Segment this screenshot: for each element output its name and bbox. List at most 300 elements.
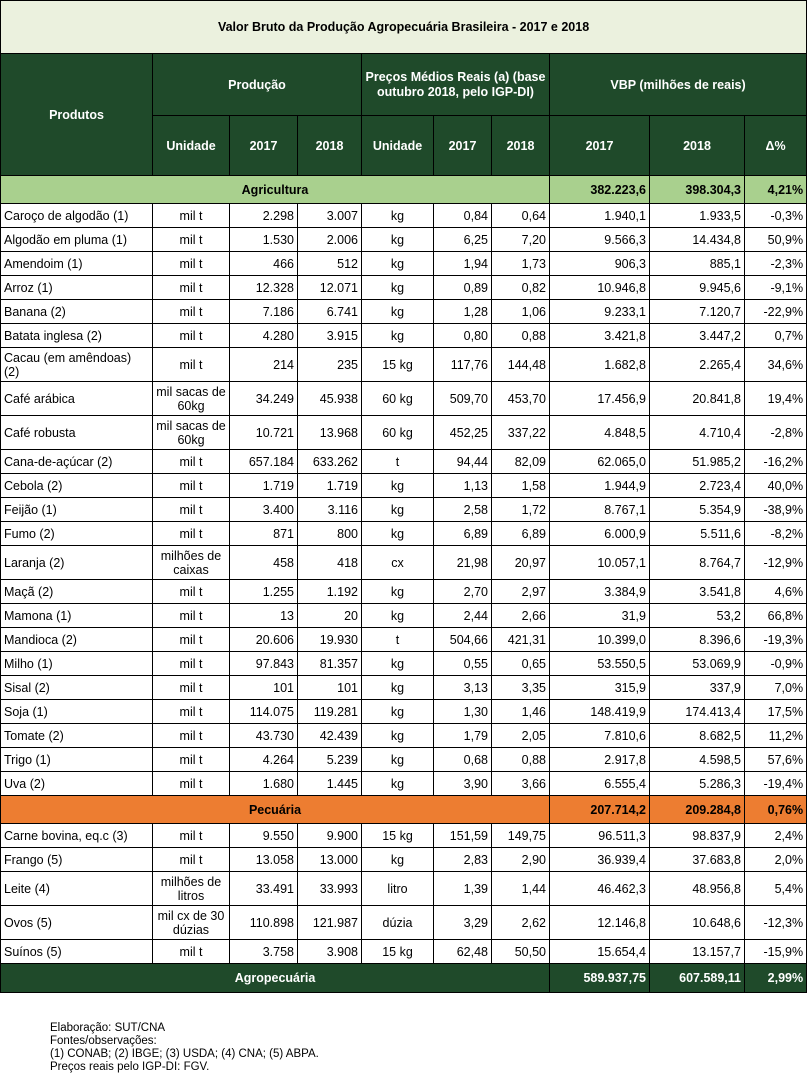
price-2017: 1,79 <box>434 724 492 748</box>
vbp-delta: -9,1% <box>745 276 807 300</box>
table-row <box>1 546 807 580</box>
production-2018: 33.993 <box>298 872 362 906</box>
vbp-2018: 10.648,6 <box>650 906 745 940</box>
table-row <box>1 628 807 652</box>
vbp-2018: 8.764,7 <box>650 546 745 580</box>
note-sources-list: (1) CONAB; (2) IBGE; (3) USDA; (4) CNA; (5) ABPA. <box>50 1048 319 1060</box>
table-row <box>1 382 807 416</box>
total-section-label: Agropecuária <box>1 964 550 993</box>
vbp-2017: 4.848,5 <box>550 416 650 450</box>
price-2017: 6,89 <box>434 522 492 546</box>
pecuaria-vbp-2018: 209.284,8 <box>650 796 745 824</box>
vbp-2018: 13.157,7 <box>650 940 745 964</box>
agricultura-delta: 4,21% <box>745 176 807 204</box>
header-precos-2018: 2018 <box>492 116 550 176</box>
price-2017: 2,70 <box>434 580 492 604</box>
vbp-2017: 10.399,0 <box>550 628 650 652</box>
production-2017: 466 <box>230 252 298 276</box>
price-2018: 3,66 <box>492 772 550 796</box>
vbp-2017: 12.146,8 <box>550 906 650 940</box>
price-2018: 3,35 <box>492 676 550 700</box>
vbp-2017: 8.767,1 <box>550 498 650 522</box>
price-2018: 421,31 <box>492 628 550 652</box>
title-row <box>1 1 807 54</box>
price-unit: litro <box>362 872 434 906</box>
production-2018: 9.900 <box>298 824 362 848</box>
header-produtos: Produtos <box>1 54 153 176</box>
vbp-2018: 4.710,4 <box>650 416 745 450</box>
total-delta: 2,99% <box>745 964 807 993</box>
product-name: Uva (2) <box>1 772 153 796</box>
vbp-delta: 2,0% <box>745 848 807 872</box>
price-unit: t <box>362 450 434 474</box>
vbp-2018: 5.354,9 <box>650 498 745 522</box>
pecuaria-section-label: Pecuária <box>1 796 550 824</box>
price-2017: 0,80 <box>434 324 492 348</box>
vbp-delta: 5,4% <box>745 872 807 906</box>
production-2018: 119.281 <box>298 700 362 724</box>
production-unit: mil t <box>153 676 230 700</box>
production-unit: mil t <box>153 450 230 474</box>
product-name: Mandioca (2) <box>1 628 153 652</box>
table-row <box>1 872 807 906</box>
production-unit: mil sacas de 60kg <box>153 382 230 416</box>
table-row <box>1 906 807 940</box>
vbp-delta: -0,3% <box>745 204 807 228</box>
vbp-delta: -19,4% <box>745 772 807 796</box>
vbp-2017: 15.654,4 <box>550 940 650 964</box>
note-fontes: Fontes/observações: <box>50 1035 157 1047</box>
vbp-2017: 46.462,3 <box>550 872 650 906</box>
table-row <box>1 848 807 872</box>
production-2017: 20.606 <box>230 628 298 652</box>
price-2018: 0,82 <box>492 276 550 300</box>
price-unit: kg <box>362 252 434 276</box>
vbp-2018: 3.541,8 <box>650 580 745 604</box>
production-2018: 800 <box>298 522 362 546</box>
price-unit: t <box>362 628 434 652</box>
vbp-2017: 3.384,9 <box>550 580 650 604</box>
product-name: Carne bovina, eq.c (3) <box>1 824 153 848</box>
price-2017: 1,28 <box>434 300 492 324</box>
price-2018: 0,88 <box>492 324 550 348</box>
production-unit: mil t <box>153 724 230 748</box>
vbp-delta: 4,6% <box>745 580 807 604</box>
production-unit: mil t <box>153 824 230 848</box>
vbp-2018: 1.933,5 <box>650 204 745 228</box>
production-2017: 101 <box>230 676 298 700</box>
header-producao-2018: 2018 <box>298 116 362 176</box>
production-unit: milhões de caixas <box>153 546 230 580</box>
price-2018: 1,46 <box>492 700 550 724</box>
production-2018: 1.192 <box>298 580 362 604</box>
product-name: Laranja (2) <box>1 546 153 580</box>
price-2017: 1,39 <box>434 872 492 906</box>
vbp-delta: -19,3% <box>745 628 807 652</box>
production-2017: 1.255 <box>230 580 298 604</box>
price-unit: kg <box>362 522 434 546</box>
product-name: Mamona (1) <box>1 604 153 628</box>
vbp-2018: 8.396,6 <box>650 628 745 652</box>
production-unit: mil t <box>153 772 230 796</box>
agricultura-section-label: Agricultura <box>1 176 550 204</box>
price-2017: 2,83 <box>434 848 492 872</box>
vbp-2017: 53.550,5 <box>550 652 650 676</box>
price-2017: 3,13 <box>434 676 492 700</box>
pecuaria-section-row <box>1 796 807 824</box>
production-2018: 3.116 <box>298 498 362 522</box>
total-section-row <box>1 964 807 993</box>
vbp-2017: 1.944,9 <box>550 474 650 498</box>
production-2018: 20 <box>298 604 362 628</box>
table-row <box>1 522 807 546</box>
vbp-delta: 34,6% <box>745 348 807 382</box>
price-unit: kg <box>362 724 434 748</box>
production-unit: mil t <box>153 700 230 724</box>
production-unit: mil t <box>153 522 230 546</box>
pecuaria-vbp-2017: 207.714,2 <box>550 796 650 824</box>
vbp-2018: 885,1 <box>650 252 745 276</box>
price-2017: 3,90 <box>434 772 492 796</box>
vbp-2018: 20.841,8 <box>650 382 745 416</box>
vbp-delta: -12,9% <box>745 546 807 580</box>
header-producao: Produção <box>153 54 362 116</box>
vbp-delta: -2,8% <box>745 416 807 450</box>
vbp-2018: 337,9 <box>650 676 745 700</box>
vbp-2017: 1.940,1 <box>550 204 650 228</box>
production-2017: 97.843 <box>230 652 298 676</box>
vbp-2017: 2.917,8 <box>550 748 650 772</box>
production-2017: 43.730 <box>230 724 298 748</box>
price-2017: 1,30 <box>434 700 492 724</box>
price-2018: 0,65 <box>492 652 550 676</box>
price-2018: 50,50 <box>492 940 550 964</box>
vbp-2018: 53,2 <box>650 604 745 628</box>
price-2017: 0,84 <box>434 204 492 228</box>
production-2018: 12.071 <box>298 276 362 300</box>
product-name: Sisal (2) <box>1 676 153 700</box>
price-2017: 0,55 <box>434 652 492 676</box>
header-precos: Preços Médios Reais (a) (base outubro 2018, pelo IGP-DI) <box>362 54 550 116</box>
vbp-2018: 37.683,8 <box>650 848 745 872</box>
production-unit: mil t <box>153 348 230 382</box>
table-row <box>1 676 807 700</box>
price-2018: 7,20 <box>492 228 550 252</box>
production-2018: 3.908 <box>298 940 362 964</box>
vbp-delta: -0,9% <box>745 652 807 676</box>
production-2017: 4.280 <box>230 324 298 348</box>
vbp-delta: 0,7% <box>745 324 807 348</box>
vbp-delta: 7,0% <box>745 676 807 700</box>
price-2018: 2,62 <box>492 906 550 940</box>
production-2018: 1.445 <box>298 772 362 796</box>
price-unit: kg <box>362 276 434 300</box>
product-name: Amendoim (1) <box>1 252 153 276</box>
price-unit: kg <box>362 580 434 604</box>
production-unit: milhões de litros <box>153 872 230 906</box>
production-2018: 81.357 <box>298 652 362 676</box>
vbp-2017: 10.946,8 <box>550 276 650 300</box>
vbp-delta: -15,9% <box>745 940 807 964</box>
product-name: Feijão (1) <box>1 498 153 522</box>
product-name: Café arábica <box>1 382 153 416</box>
vbp-2017: 36.939,4 <box>550 848 650 872</box>
price-2018: 82,09 <box>492 450 550 474</box>
production-unit: mil t <box>153 940 230 964</box>
vbp-delta: -38,9% <box>745 498 807 522</box>
vbp-2018: 98.837,9 <box>650 824 745 848</box>
price-unit: kg <box>362 700 434 724</box>
price-2018: 1,44 <box>492 872 550 906</box>
price-2017: 2,58 <box>434 498 492 522</box>
price-unit: 15 kg <box>362 824 434 848</box>
vbp-2018: 8.682,5 <box>650 724 745 748</box>
production-unit: mil t <box>153 848 230 872</box>
production-unit: mil sacas de 60kg <box>153 416 230 450</box>
production-2017: 871 <box>230 522 298 546</box>
production-unit: mil t <box>153 204 230 228</box>
production-2017: 110.898 <box>230 906 298 940</box>
vbp-2018: 51.985,2 <box>650 450 745 474</box>
price-unit: dúzia <box>362 906 434 940</box>
production-2017: 9.550 <box>230 824 298 848</box>
production-unit: mil t <box>153 748 230 772</box>
table-row <box>1 652 807 676</box>
price-2018: 1,73 <box>492 252 550 276</box>
price-unit: kg <box>362 324 434 348</box>
production-unit: mil t <box>153 604 230 628</box>
product-name: Batata inglesa (2) <box>1 324 153 348</box>
price-2017: 509,70 <box>434 382 492 416</box>
production-2017: 657.184 <box>230 450 298 474</box>
production-unit: mil t <box>153 628 230 652</box>
table-row <box>1 348 807 382</box>
table-row <box>1 824 807 848</box>
agricultura-vbp-2017: 382.223,6 <box>550 176 650 204</box>
production-2017: 114.075 <box>230 700 298 724</box>
price-2017: 1,13 <box>434 474 492 498</box>
table-row <box>1 580 807 604</box>
production-2018: 42.439 <box>298 724 362 748</box>
price-2018: 20,97 <box>492 546 550 580</box>
product-name: Milho (1) <box>1 652 153 676</box>
production-2017: 10.721 <box>230 416 298 450</box>
production-2017: 33.491 <box>230 872 298 906</box>
price-2017: 0,68 <box>434 748 492 772</box>
vbp-2018: 48.956,8 <box>650 872 745 906</box>
table-row <box>1 276 807 300</box>
vbp-delta: 66,8% <box>745 604 807 628</box>
vbp-2017: 96.511,3 <box>550 824 650 848</box>
production-2017: 458 <box>230 546 298 580</box>
production-2018: 3.915 <box>298 324 362 348</box>
vbp-delta: -2,3% <box>745 252 807 276</box>
vbp-delta: 40,0% <box>745 474 807 498</box>
product-name: Suínos (5) <box>1 940 153 964</box>
vbp-2017: 6.555,4 <box>550 772 650 796</box>
price-2018: 0,88 <box>492 748 550 772</box>
production-unit: mil t <box>153 498 230 522</box>
price-unit: 15 kg <box>362 940 434 964</box>
table-row <box>1 204 807 228</box>
total-vbp-2018: 607.589,11 <box>650 964 745 993</box>
vbp-delta: 50,9% <box>745 228 807 252</box>
vbp-2017: 62.065,0 <box>550 450 650 474</box>
total-vbp-2017: 589.937,75 <box>550 964 650 993</box>
price-2017: 0,89 <box>434 276 492 300</box>
vbp-2017: 906,3 <box>550 252 650 276</box>
production-2018: 235 <box>298 348 362 382</box>
price-2017: 2,44 <box>434 604 492 628</box>
production-2018: 5.239 <box>298 748 362 772</box>
header-precos-2017: 2017 <box>434 116 492 176</box>
vbp-2018: 14.434,8 <box>650 228 745 252</box>
product-name: Ovos (5) <box>1 906 153 940</box>
note-precos: Preços reais pelo IGP-DI: FGV. <box>50 1061 210 1073</box>
price-unit: kg <box>362 474 434 498</box>
product-name: Maçã (2) <box>1 580 153 604</box>
price-2018: 1,58 <box>492 474 550 498</box>
vbp-delta: -16,2% <box>745 450 807 474</box>
header-delta: Δ% <box>745 116 807 176</box>
product-name: Cebola (2) <box>1 474 153 498</box>
note-elaboracao: Elaboração: SUT/CNA <box>50 1022 166 1034</box>
price-unit: 60 kg <box>362 416 434 450</box>
vbp-2018: 3.447,2 <box>650 324 745 348</box>
table-title: Valor Bruto da Produção Agropecuária Brasileira - 2017 e 2018 <box>1 1 807 54</box>
price-unit: 15 kg <box>362 348 434 382</box>
production-unit: mil t <box>153 324 230 348</box>
production-2018: 2.006 <box>298 228 362 252</box>
vbp-2017: 315,9 <box>550 676 650 700</box>
vbp-2017: 6.000,9 <box>550 522 650 546</box>
production-2018: 19.930 <box>298 628 362 652</box>
table-row <box>1 498 807 522</box>
product-name: Fumo (2) <box>1 522 153 546</box>
header-vbp-2018: 2018 <box>650 116 745 176</box>
price-unit: kg <box>362 676 434 700</box>
price-2018: 2,97 <box>492 580 550 604</box>
production-unit: mil t <box>153 580 230 604</box>
header-unidade-precos: Unidade <box>362 116 434 176</box>
vbp-delta: 2,4% <box>745 824 807 848</box>
production-2018: 13.000 <box>298 848 362 872</box>
table-row <box>1 416 807 450</box>
production-2017: 13 <box>230 604 298 628</box>
vbp-2018: 174.413,4 <box>650 700 745 724</box>
price-2017: 94,44 <box>434 450 492 474</box>
table-row <box>1 450 807 474</box>
vbp-2017: 10.057,1 <box>550 546 650 580</box>
product-name: Trigo (1) <box>1 748 153 772</box>
header-producao-2017: 2017 <box>230 116 298 176</box>
vbp-delta: -22,9% <box>745 300 807 324</box>
vbp-2017: 17.456,9 <box>550 382 650 416</box>
product-name: Arroz (1) <box>1 276 153 300</box>
production-2018: 512 <box>298 252 362 276</box>
price-2017: 452,25 <box>434 416 492 450</box>
price-2018: 149,75 <box>492 824 550 848</box>
price-2017: 151,59 <box>434 824 492 848</box>
production-2018: 633.262 <box>298 450 362 474</box>
vbp-2018: 53.069,9 <box>650 652 745 676</box>
price-2018: 2,66 <box>492 604 550 628</box>
vbp-delta: -8,2% <box>745 522 807 546</box>
product-name: Algodão em pluma (1) <box>1 228 153 252</box>
production-2017: 13.058 <box>230 848 298 872</box>
header-vbp-2017: 2017 <box>550 116 650 176</box>
production-2018: 121.987 <box>298 906 362 940</box>
vbp-2017: 9.566,3 <box>550 228 650 252</box>
vbp-delta: 57,6% <box>745 748 807 772</box>
table-row <box>1 228 807 252</box>
production-unit: mil t <box>153 300 230 324</box>
production-unit: mil t <box>153 228 230 252</box>
price-2017: 504,66 <box>434 628 492 652</box>
price-2017: 21,98 <box>434 546 492 580</box>
production-unit: mil cx de 30 dúzias <box>153 906 230 940</box>
table-row <box>1 324 807 348</box>
table-row <box>1 474 807 498</box>
header-unidade-producao: Unidade <box>153 116 230 176</box>
product-name: Cana-de-açúcar (2) <box>1 450 153 474</box>
production-2017: 34.249 <box>230 382 298 416</box>
price-unit: kg <box>362 498 434 522</box>
vbp-delta: -12,3% <box>745 906 807 940</box>
header-row-1 <box>1 54 807 116</box>
production-2017: 214 <box>230 348 298 382</box>
production-2018: 6.741 <box>298 300 362 324</box>
vbp-2018: 5.286,3 <box>650 772 745 796</box>
production-unit: mil t <box>153 252 230 276</box>
price-2017: 6,25 <box>434 228 492 252</box>
production-2018: 45.938 <box>298 382 362 416</box>
product-name: Tomate (2) <box>1 724 153 748</box>
production-2017: 7.186 <box>230 300 298 324</box>
pecuaria-delta: 0,76% <box>745 796 807 824</box>
agricultura-section-row <box>1 176 807 204</box>
production-2017: 1.680 <box>230 772 298 796</box>
table-row <box>1 748 807 772</box>
price-unit: kg <box>362 848 434 872</box>
production-2018: 3.007 <box>298 204 362 228</box>
price-2018: 6,89 <box>492 522 550 546</box>
price-unit: cx <box>362 546 434 580</box>
table-row <box>1 300 807 324</box>
vbp-2018: 7.120,7 <box>650 300 745 324</box>
production-2018: 418 <box>298 546 362 580</box>
table-row <box>1 772 807 796</box>
vbp-2017: 3.421,8 <box>550 324 650 348</box>
table-row <box>1 940 807 964</box>
vbp-2018: 4.598,5 <box>650 748 745 772</box>
table-row <box>1 700 807 724</box>
price-2018: 453,70 <box>492 382 550 416</box>
price-2017: 117,76 <box>434 348 492 382</box>
price-2018: 1,06 <box>492 300 550 324</box>
vbp-2017: 7.810,6 <box>550 724 650 748</box>
price-2017: 62,48 <box>434 940 492 964</box>
production-2017: 1.719 <box>230 474 298 498</box>
vbp-2017: 9.233,1 <box>550 300 650 324</box>
vbp-2018: 2.723,4 <box>650 474 745 498</box>
vbp-delta: 17,5% <box>745 700 807 724</box>
vbp-delta: 19,4% <box>745 382 807 416</box>
price-2018: 0,64 <box>492 204 550 228</box>
production-2018: 1.719 <box>298 474 362 498</box>
header-vbp: VBP (milhões de reais) <box>550 54 807 116</box>
agricultura-vbp-2018: 398.304,3 <box>650 176 745 204</box>
